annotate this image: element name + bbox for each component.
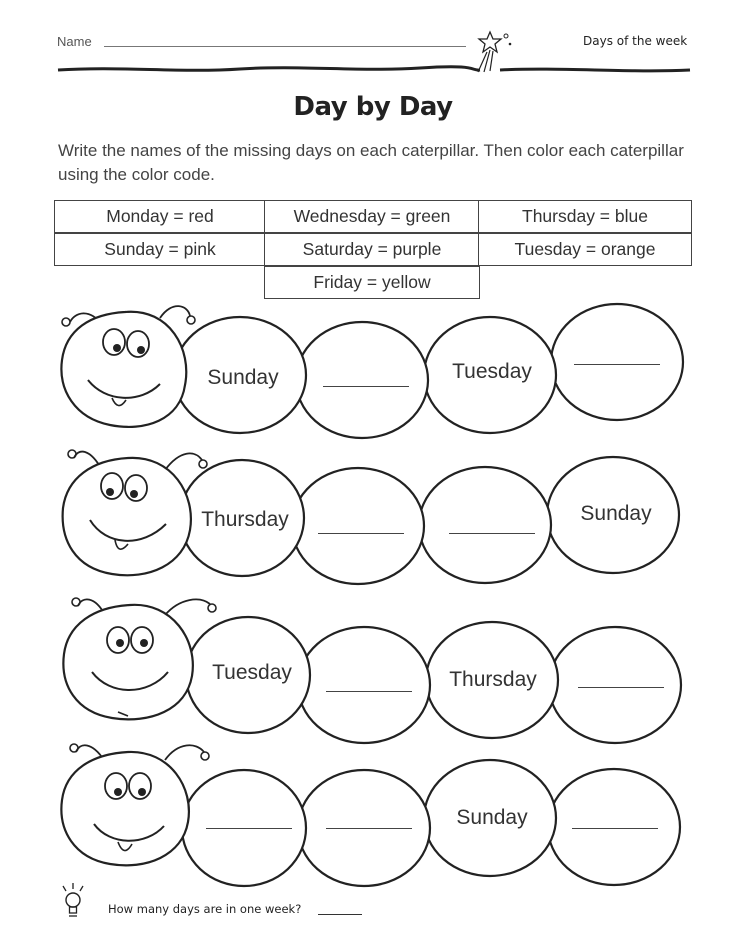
answer-blank[interactable] (572, 828, 658, 829)
color-key-cell: Monday = red (54, 200, 266, 233)
segment-label: Thursday (449, 668, 537, 691)
footer-question: How many days are in one week? (108, 902, 302, 916)
segment-label: Sunday (580, 502, 652, 525)
segment-label: Sunday (456, 806, 528, 829)
segment-label: Tuesday (452, 360, 532, 383)
color-key-cell: Friday = yellow (264, 266, 480, 299)
segment-label: Sunday (207, 366, 279, 389)
color-key-cell: Thursday = blue (478, 200, 692, 233)
color-key-cell: Wednesday = green (264, 200, 480, 233)
name-label: Name (57, 34, 92, 49)
instructions: Write the names of the missing days on each caterpillar. Then color each caterpillar using the color code. (58, 141, 684, 184)
segment-label: Thursday (201, 508, 289, 531)
color-key-cell: Saturday = purple (264, 233, 480, 266)
topic-label: Days of the week (583, 34, 688, 48)
footer-answer-blank[interactable] (318, 914, 362, 915)
answer-blank[interactable] (326, 828, 412, 829)
color-key-cell: Sunday = pink (54, 233, 266, 266)
page-title: Day by Day (293, 92, 453, 122)
segment-label: Tuesday (212, 661, 292, 684)
answer-blank[interactable] (206, 828, 292, 829)
color-key-cell: Tuesday = orange (478, 233, 692, 266)
